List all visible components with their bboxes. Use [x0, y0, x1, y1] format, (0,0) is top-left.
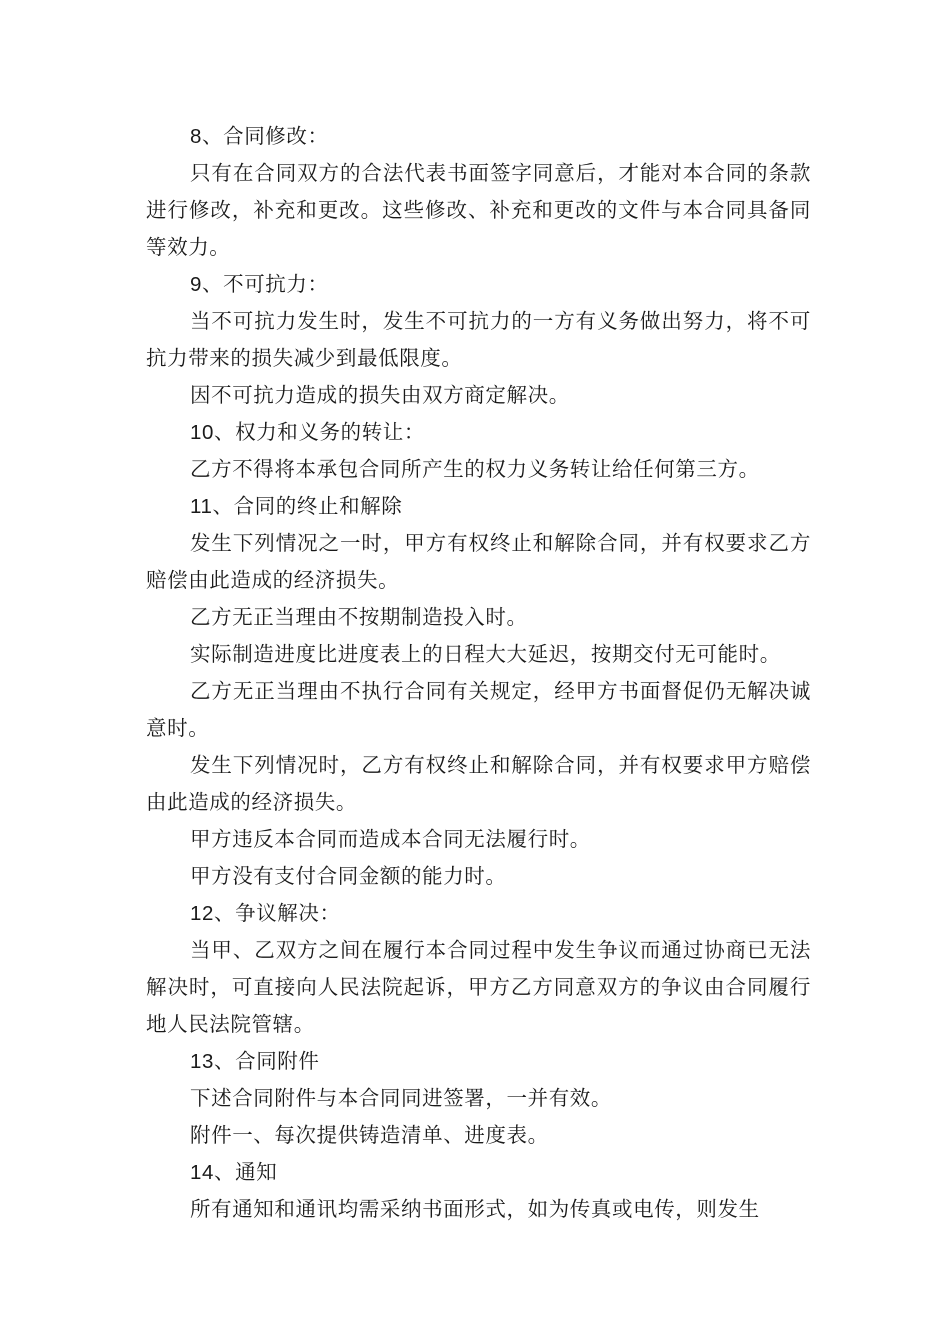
section-heading-9: 9、不可抗力：: [190, 273, 329, 296]
paragraph: 下述合同附件与本合同同进签署，一并有效。: [190, 1086, 612, 1110]
section-heading-13: 13、合同附件: [190, 1050, 320, 1073]
section-heading-14: 14、通知: [190, 1161, 278, 1184]
paragraph: 乙方无正当理由不按期制造投入时。: [190, 605, 528, 629]
paragraph: 甲方没有支付合同金额的能力时。: [190, 864, 507, 888]
section-heading-12: 12、争议解决：: [190, 902, 341, 925]
paragraph: 发生下列情况之一时，甲方有权终止和解除合同，并有权要求乙方赔偿由此造成的经济损失。: [146, 531, 811, 592]
paragraph: 乙方无正当理由不执行合同有关规定，经甲方书面督促仍无解决诚意时。: [146, 679, 811, 740]
paragraph: 实际制造进度比进度表上的日程大大延迟，按期交付无可能时。: [190, 642, 781, 666]
section-heading-11: 11、合同的终止和解除: [190, 495, 403, 518]
paragraph: 乙方不得将本承包合同所产生的权力义务转让给任何第三方。: [190, 457, 760, 481]
paragraph: 所有通知和通讯均需采纳书面形式，如为传真或电传，则发生: [190, 1197, 760, 1221]
paragraph: 因不可抗力造成的损失由双方商定解决。: [190, 383, 570, 407]
paragraph: 发生下列情况时，乙方有权终止和解除合同，并有权要求甲方赔偿由此造成的经济损失。: [146, 753, 811, 814]
section-heading-10: 10、权力和义务的转让：: [190, 421, 426, 444]
paragraph: 当不可抗力发生时，发生不可抗力的一方有义务做出努力，将不可抗力带来的损失减少到最低限度。: [146, 309, 811, 370]
paragraph: 附件一、每次提供铸造清单、进度表。: [190, 1123, 549, 1147]
section-heading-8: 8、合同修改：: [190, 125, 329, 148]
paragraph: 甲方违反本合同而造成本合同无法履行时。: [190, 827, 591, 851]
paragraph: 当甲、乙双方之间在履行本合同过程中发生争议而通过协商已无法解决时，可直接向人民法院起诉，甲方乙方同意双方的争议由合同履行地人民法院管辖。: [146, 938, 811, 1036]
paragraph: 只有在合同双方的合法代表书面签字同意后，才能对本合同的条款进行修改，补充和更改。这些修改、补充和更改的文件与本合同具备同等效力。: [146, 161, 811, 259]
document-body: [146, 118, 811, 1228]
